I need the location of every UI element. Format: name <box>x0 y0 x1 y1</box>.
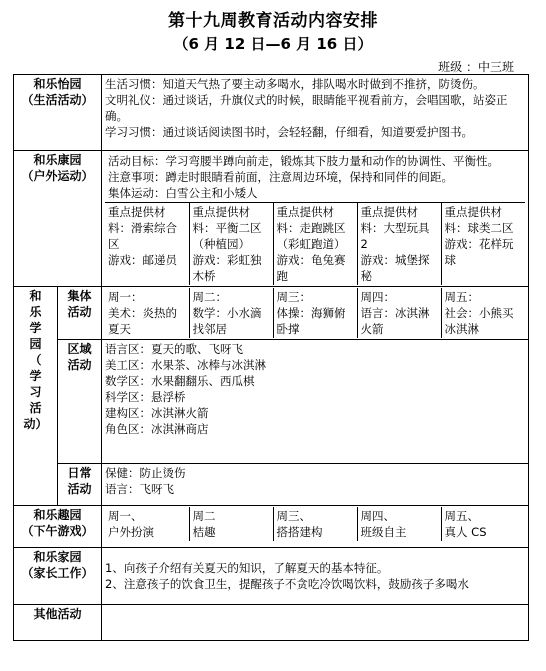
day-cell: 周一： 美术：炎热的夏天 <box>108 290 178 336</box>
day-cell: 周四： 语言：冰淇淋火箭 <box>357 288 441 338</box>
content-line: 集体运动：白雪公主和小矮人 <box>108 186 258 200</box>
section-label-kang-yuan: 和乐康园 （户外运动） <box>14 151 102 287</box>
content-line: 2、注意孩子的饮食卫生，提醒孩子不贪吃冷饮喝饮料，鼓励孩子多喝水 <box>105 577 469 591</box>
materials-grid <box>105 202 525 285</box>
section-label-qu-yuan: 和乐趣园 （下午游戏） <box>14 506 102 548</box>
content-line: 角色区：冰淇淋商店 <box>105 422 209 436</box>
material-cell: 重点提供材料：球类二区 游戏：花样玩球 <box>441 203 525 286</box>
day-cell: 周二： 数学：小水滴找邻居 <box>189 288 273 338</box>
section-content-kang-yuan <box>102 151 529 287</box>
content-line: 科学区：悬浮桥 <box>105 390 186 404</box>
class-label: 班级 ：中三班 <box>438 60 514 74</box>
day-cell: 周二 桔趣 <box>189 507 273 541</box>
content-line: 活动目标：学习弯腰半蹲向前走，锻炼其下肢力量和动作的协调性、平衡性。 <box>108 154 500 168</box>
section-row-xue-yuan-daily <box>14 464 529 506</box>
section-label-xue-yuan: 和 乐 学 园 （ 学 习 活 动） <box>14 287 58 506</box>
afternoon-games <box>102 506 529 548</box>
section-label-yi-yuan: 和乐怡园 （生活活动） <box>14 75 102 151</box>
page-title: 第十九周教育活动内容安排 <box>168 11 378 31</box>
content-line: 生活习惯：知道天气热了要主动多喝水，排队喝水时做到不推挤，防烫伤。 <box>105 77 485 91</box>
content-line: 语言：飞呀飞 <box>105 482 175 496</box>
collective-days-grid <box>105 288 525 338</box>
section-row-kang-yuan <box>14 151 529 287</box>
material-cell: 重点提供材料：走跑跳区（彩虹跑道） 游戏：龟兔赛跑 <box>273 203 357 286</box>
day-cell: 周三： 体操：海狮俯卧撑 <box>273 288 357 338</box>
parent-work-content <box>102 548 529 605</box>
section-label-jia-yuan: 和乐家园 （家长工作） <box>14 548 102 605</box>
content-line: 文明礼仪：通过谈话，升旗仪式的时候，眼睛能平视看前方，会唱国歌，站姿正确。 <box>105 93 508 123</box>
section-label-other: 其他活动 <box>14 605 102 641</box>
material-cell: 重点提供材料：滑索综合区 游戏：邮递员 <box>108 205 178 267</box>
content-line: 建构区：冰淇淋火箭 <box>105 406 209 420</box>
content-line: 数学区：水果翻翻乐、西瓜棋 <box>105 374 255 388</box>
afternoon-days-grid <box>105 507 525 541</box>
section-row-yi-yuan <box>14 75 529 151</box>
content-line: 学习习惯：通过谈话阅读图书时，会轻轻翻，仔细看，知道要爱护图书。 <box>105 125 474 139</box>
section-row-qu-yuan <box>14 506 529 548</box>
content-line: 1、向孩子介绍有关夏天的知识，了解夏天的基本特征。 <box>105 561 389 575</box>
sub-label-area: 区域 活动 <box>58 340 102 464</box>
section-row-jia-yuan <box>14 548 529 605</box>
daily-activities <box>102 464 529 506</box>
section-row-xue-yuan-area <box>14 340 529 464</box>
day-cell: 周五、 真人 CS <box>441 507 525 541</box>
section-row-xue-yuan-collective <box>14 287 529 340</box>
date-range-subtitle: （6 月 12 日—6 月 16 日） <box>173 35 373 53</box>
sub-label-daily: 日常 活动 <box>58 464 102 506</box>
day-cell: 周三、 搭搭建构 <box>273 507 357 541</box>
content-line: 美工区：水果茶、冰棒与冰淇淋 <box>105 358 267 372</box>
day-cell: 周一、 户外扮演 <box>108 509 155 539</box>
content-line: 语言区：夏天的歌、飞呀飞 <box>105 342 244 356</box>
section-row-other <box>14 605 529 641</box>
area-activities <box>102 340 529 464</box>
section-content-yi-yuan <box>102 75 529 151</box>
material-cell: 重点提供材料：大型玩具 2 游戏：城堡探秘 <box>357 203 441 286</box>
collective-activities <box>102 287 529 340</box>
other-content <box>102 605 529 641</box>
sub-label-collective: 集体 活动 <box>58 287 102 340</box>
material-cell: 重点提供材料：平衡二区（种植园） 游戏：彩虹独木桥 <box>189 203 273 286</box>
weekly-plan-table <box>13 74 529 641</box>
content-line: 注意事项：蹲走时眼睛看前面，注意周边环境，保持和同伴的间距。 <box>108 170 454 184</box>
content-line: 保健：防止烫伤 <box>105 466 186 480</box>
day-cell: 周四、 班级自主 <box>357 507 441 541</box>
day-cell: 周五： 社会：小熊买冰淇淋 <box>441 288 525 338</box>
